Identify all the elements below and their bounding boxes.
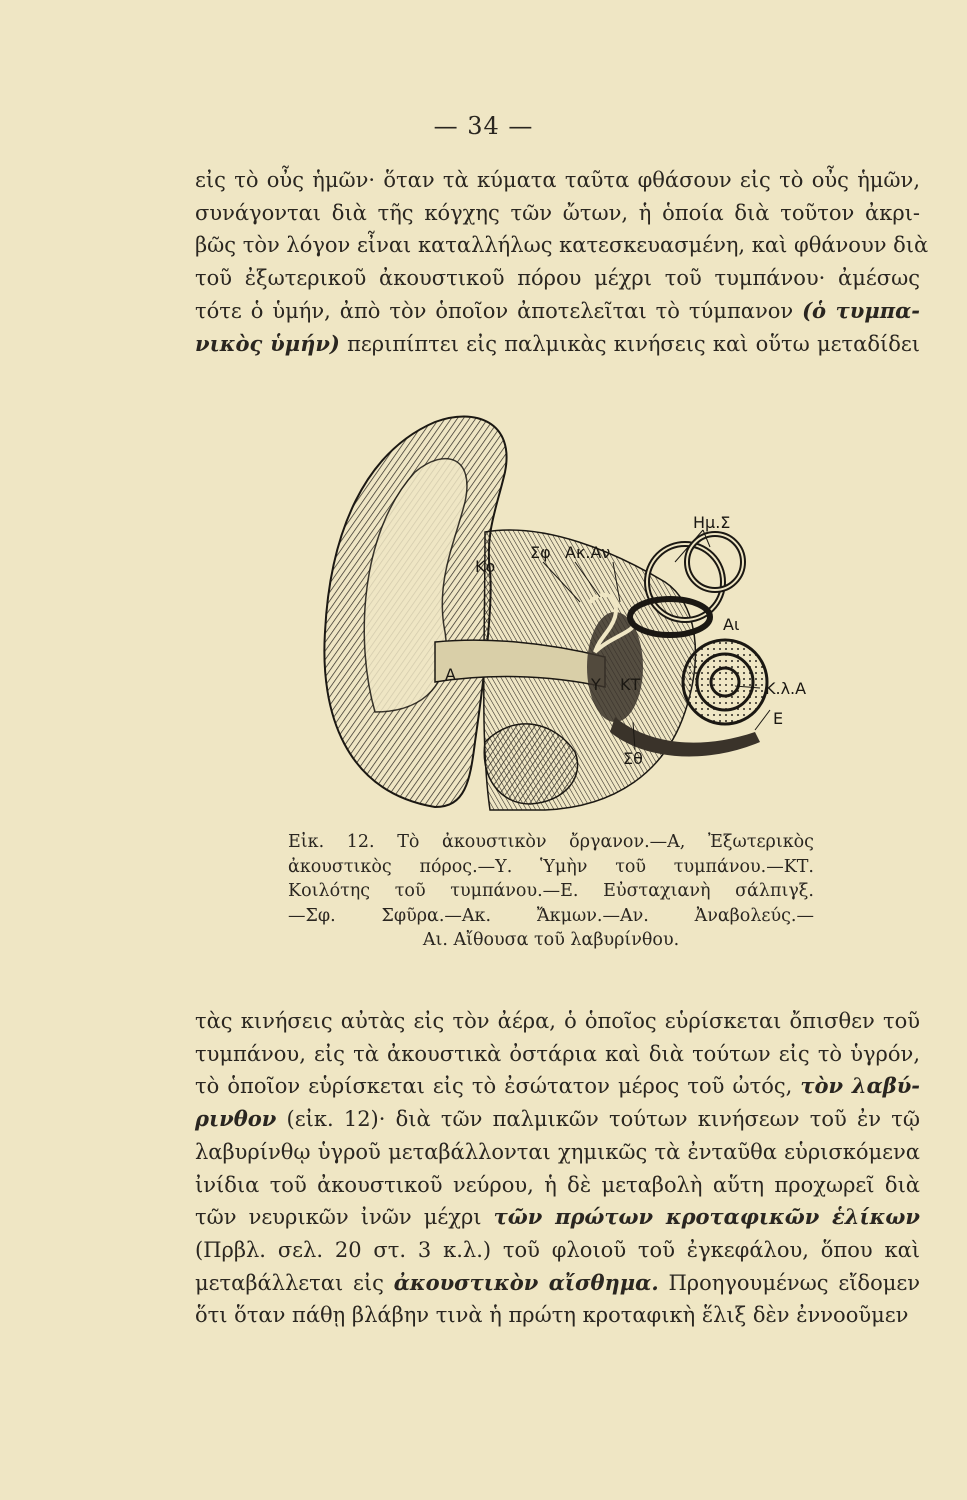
ear-anatomy-illustration xyxy=(315,412,835,812)
emphasis-term: ρινθον xyxy=(195,1106,277,1132)
text-line: συνάγονται διὰ τῆς κόγχης τῶν ὤτων, ἡ ὁποία διὰ τοῦτον ἀκρι- xyxy=(195,200,920,225)
label-kt: ΚΤ xyxy=(620,675,641,694)
paragraph-1 xyxy=(195,164,929,360)
text-line: λαβυρίνθῳ ὑγροῦ μεταβάλλονται χημικῶς τὰ ἐνταῦθα εὑρισκόμενα xyxy=(195,1139,920,1164)
text-line: μεταβάλλεται εἰς ἀκουστικὸν αἴσθημα. Προηγουμένως εἴδομεν xyxy=(195,1269,921,1295)
emphasis-term: (ὁ τυμπα- xyxy=(802,297,920,323)
label-e: Ε xyxy=(773,709,784,728)
text-line: τυμπάνου, εἰς τὰ ἀκουστικὰ ὀστάρια καὶ διὰ τούτων εἰς τὸ ὑγρόν, xyxy=(195,1041,920,1066)
text-line: ὅτι ὅταν πάθῃ βλάβην τινὰ ἡ πρώτη κροταφικὴ ἕλιξ δὲν ἐννοοῦμεν xyxy=(195,1303,909,1328)
label-k-l-a: Κ.λ.Α xyxy=(765,679,807,698)
label-ak-an: Ακ.Αν xyxy=(565,543,611,562)
text-line: τοῦ ἐξωτερικοῦ ἀκουστικοῦ πόρου μέχρι τοῦ τυμπάνου· ἀμέσως xyxy=(195,266,920,291)
figure-caption xyxy=(288,830,814,953)
text-line: τῶν νευρικῶν ἰνῶν μέχρι τῶν πρώτων κροταφικῶν ἑλίκων xyxy=(195,1204,920,1230)
text-line: εἰς τὸ οὖς ἡμῶν· ὅταν τὰ κύματα ταῦτα φθάσουν εἰς τὸ οὖς ἡμῶν, xyxy=(195,168,920,192)
label-ai: Αι xyxy=(723,615,740,634)
page-number: — 34 — xyxy=(433,112,534,140)
text-line: βῶς τὸν λόγον εἶναι καταλλήλως κατεσκευασμένη, καὶ φθάνουν διὰ xyxy=(195,233,929,258)
emphasis-term: νικὸς ὑμήν) xyxy=(195,330,340,356)
caption-line: Αι. Αἴθουσα τοῦ λαβυρίνθου. xyxy=(422,930,680,950)
caption-line: Εἰκ. 12. Τὸ ἀκουστικὸν ὄργανον.—Α, Ἐξωτερικὸς xyxy=(288,832,814,852)
text-line: (Πρβλ. σελ. 20 στ. 3 κ.λ.) τοῦ φλοιοῦ τοῦ ἐγκεφάλου, ὅπου καὶ xyxy=(195,1237,920,1262)
label-y: Υ xyxy=(591,675,601,694)
caption-line: —Σφ. Σφῦρα.—Ακ. Ἄκμων.—Αν. Ἀναβολεύς.— xyxy=(288,905,814,926)
label-ko: Κο xyxy=(475,557,496,576)
text-line: τότε ὁ ὑμήν, ἀπὸ τὸν ὁποῖον ἀποτελεῖται τὸ τύμπανον (ὁ τυμπα- xyxy=(195,297,920,323)
text-line: ἰνίδια τοῦ ἀκουστικοῦ νεύρου, ἡ δὲ μεταβολὴ αὕτη προχωρεῖ διὰ xyxy=(195,1172,920,1197)
label-sf: Σφ xyxy=(530,543,551,562)
label-s-theta: Σθ xyxy=(623,749,643,768)
emphasis-term: τὸν λαβύ- xyxy=(800,1073,920,1099)
caption-line: Κοιλότης τοῦ τυμπάνου.—Ε. Εὐσταχιανὴ σάλπιγξ. xyxy=(288,881,814,901)
label-hm-s: Ημ.Σ xyxy=(693,513,731,532)
text-line: ρινθον (εἰκ. 12)· διὰ τῶν παλμικῶν τούτων κινήσεων τοῦ ἐν τῷ xyxy=(195,1106,920,1132)
paragraph-2 xyxy=(195,1005,920,1332)
text-line: τὸ ὁποῖον εὑρίσκεται εἰς τὸ ἐσώτατον μέρος τοῦ ὠτός, τὸν λαβύ- xyxy=(195,1073,920,1099)
caption-line: ἀκουστικὸς πόρος.—Υ. Ὑμὴν τοῦ τυμπάνου.—ΚΤ. xyxy=(288,856,814,877)
emphasis-term: τῶν πρώτων κροταφικῶν ἑλίκων xyxy=(493,1204,920,1230)
cochlea-shape xyxy=(683,640,767,724)
text-line: τὰς κινήσεις αὐτὰς εἰς τὸν ἀέρα, ὁ ὁποῖος εὑρίσκεται ὄπισθεν τοῦ xyxy=(195,1009,920,1033)
label-a: Α xyxy=(445,665,456,684)
text-line: νικὸς ὑμήν) περιπίπτει εἰς παλμικὰς κινήσεις καὶ οὕτω μεταδίδει xyxy=(195,330,920,356)
emphasis-term: ἀκουστικὸν αἴσθημα. xyxy=(393,1269,659,1295)
